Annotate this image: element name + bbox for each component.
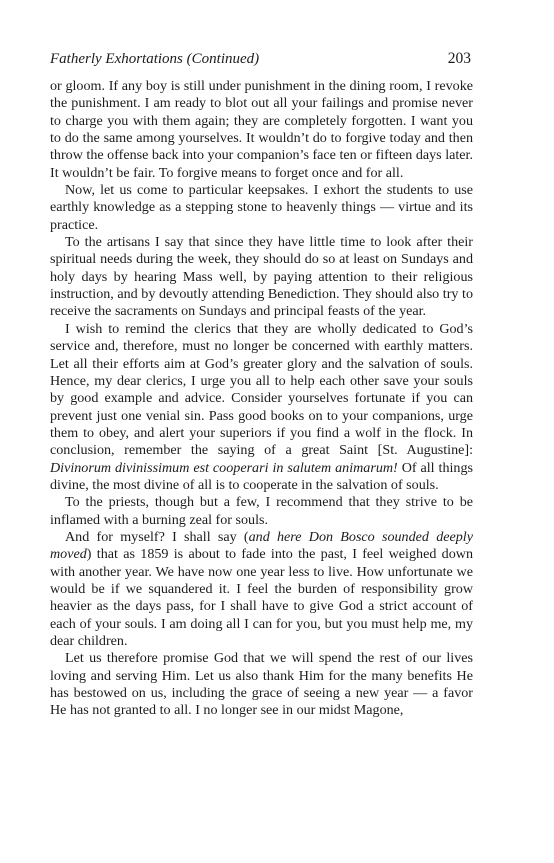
paragraph-continued (50, 78, 473, 182)
paragraph-text: or gloom. If any boy is still under punishment in the dining room, I revoke the punishment. I am ready to blot out all your failings and promise never to charge you with them again; they are completely forgotten. I want you to do the same among yourselves. It wouldn’t do to forgive today and then throw the offense back into your companion’s face ten or fifteen days later. It wouldn’t be fair. To forgive means to forget once and for all. (50, 78, 473, 181)
page-number: 203 (447, 50, 471, 67)
paragraph-text: To the artisans I say that since they have little time to look after their spiritual needs during the week, they should do so at least on Sundays and holy days by hearing Mass well, by paying attention to their religious instruction, and by devoutly attending Benediction. They should also try to receive the sacraments on Sundays and principal feasts of the year. (50, 234, 473, 320)
paragraph-text: Now, let us come to particular keepsakes. I exhort the students to use earthly knowledge as a stepping stone to heavenly things — virtue and its practice. (50, 182, 473, 233)
paragraph-myself (50, 529, 473, 650)
latin-quotation: Divinorum divinissimum est cooperari in salutem animarum! (50, 459, 398, 476)
running-header (50, 50, 473, 70)
paragraph-text: To the priests, though but a few, I recommend that they strive to be inflamed with a burning zeal for souls. (50, 494, 473, 528)
paragraph-priests (50, 494, 473, 529)
running-title: Fatherly Exhortations (Continued) (50, 51, 260, 67)
narrative-aside: and here Don Bosco sounded deeply moved (50, 528, 473, 563)
paragraph-text: I wish to remind the clerics that they are wholly dedicated to God’s service and, therefore, must no longer be concerned with earthly matters. Let all their efforts aim at God’s greater glory and the salvation of souls. Hence, my dear clerics, I urge you all to help each other save your souls by good example and advice. Consider yourselves fortunate if you can prevent just one venial sin. Pass good books on to your companions, urge them to obey, and alert your superiors if you find a wolf in the flock. In conclusion, remember the saying of a great Saint [St. Augustine]: (50, 320, 473, 459)
paragraph-text: Let us therefore promise God that we will spend the rest of our lives loving and serving Him. Let us also thank Him for the many benefits He has bestowed on us, including the grace of seeing a new year — a favor He has not granted to all. I no longer see in our midst Magone, (50, 650, 473, 719)
paragraph-promise (50, 650, 473, 719)
paragraph-text: Of all things divine, the most divine of all is to cooperate in the salvation of souls. (50, 459, 473, 493)
paragraph-keepsakes (50, 182, 473, 234)
body-text (50, 78, 473, 720)
book-page (50, 50, 473, 720)
paragraph-artisans (50, 234, 473, 321)
paragraph-clerics (50, 321, 473, 494)
paragraph-text: ) that as 1859 is about to fade into the past, I feel weighed down with another year. We have now one year less to live. How unfortunate we would be if we squandered it. I feel the burden of responsibility grow heavier as the days pass, for I shall have to give God a strict account of each of your souls. I am doing all I can for you, but you must help me, my dear children. (50, 546, 473, 649)
paragraph-text: And for myself? I shall say ( (65, 528, 249, 545)
